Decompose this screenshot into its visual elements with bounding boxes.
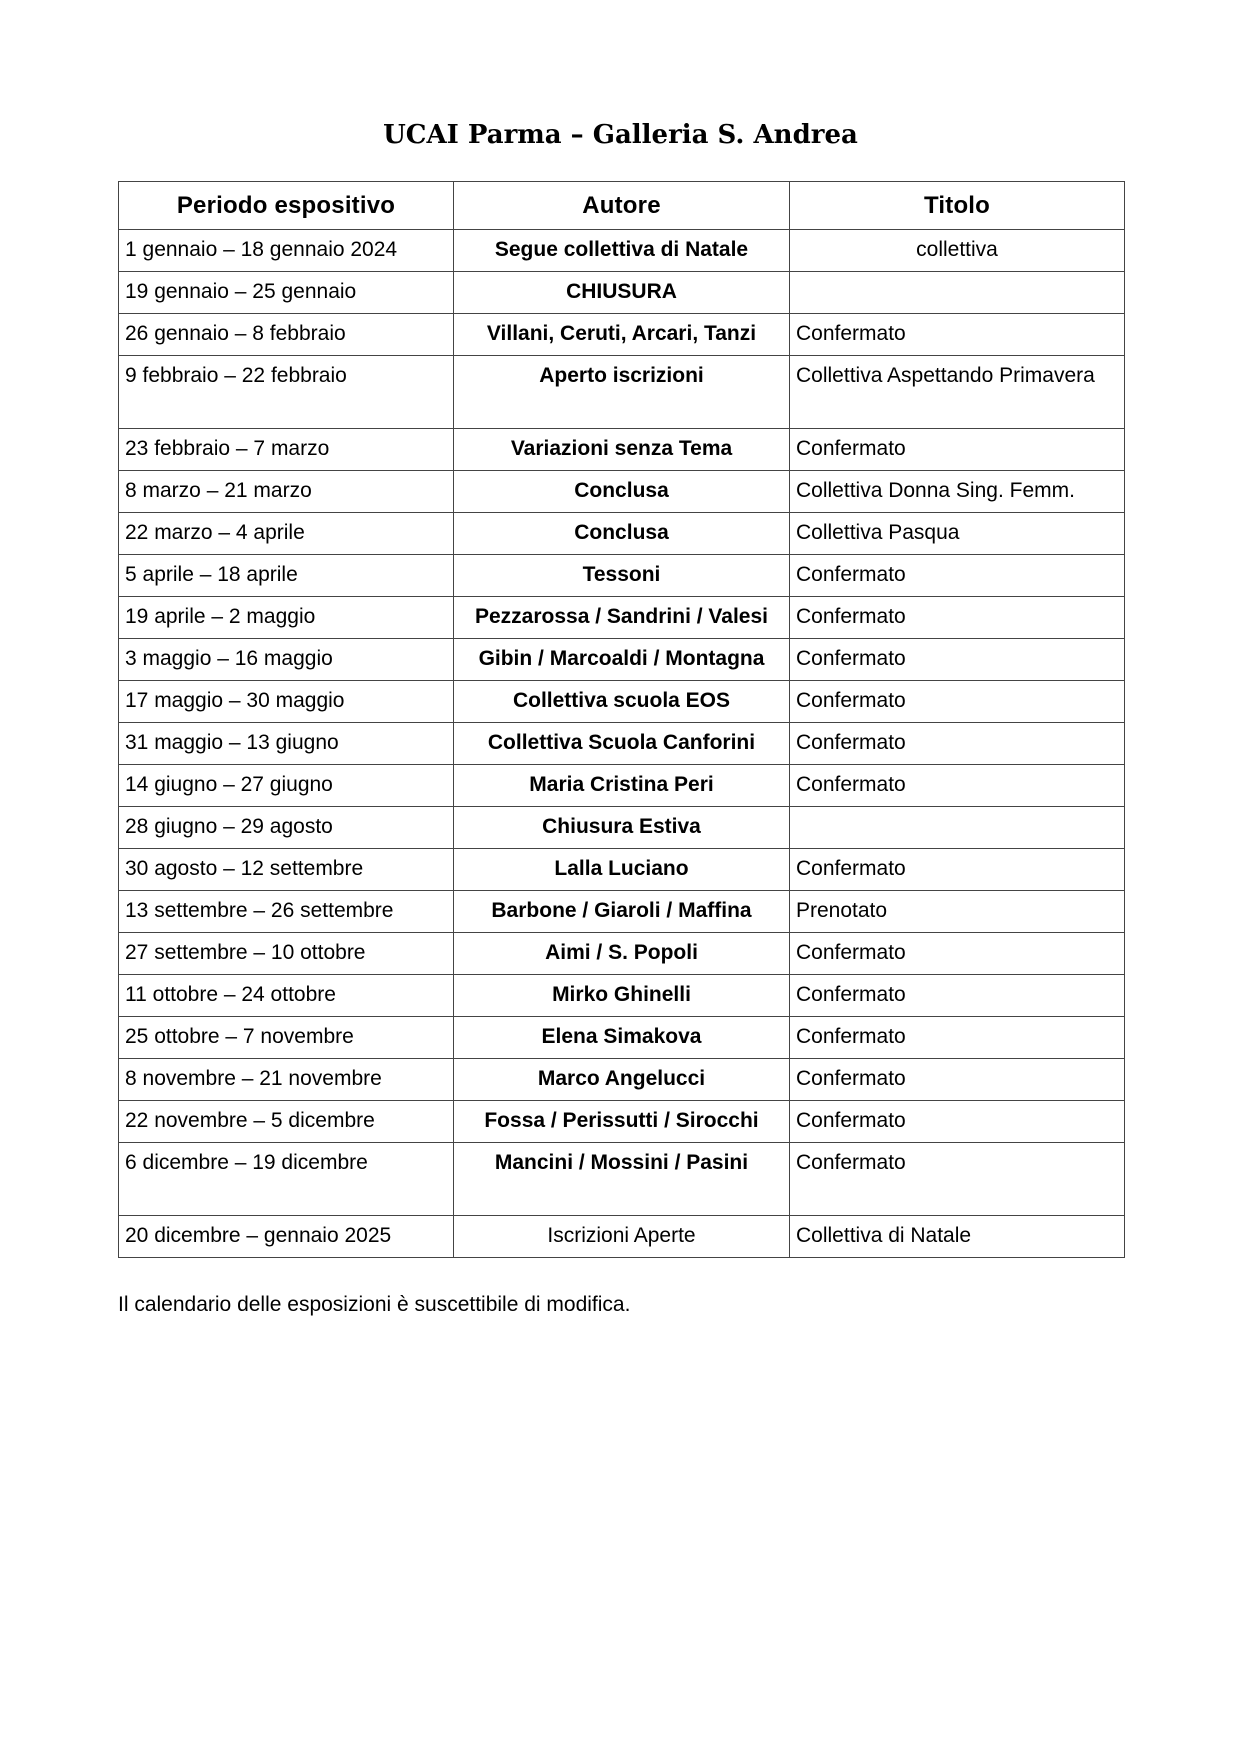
cell-period: 14 giugno – 27 giugno: [119, 765, 454, 807]
header-row: [119, 182, 1125, 230]
cell-title: [790, 272, 1125, 314]
cell-title: Confermato: [790, 429, 1125, 471]
table-row: [119, 429, 1125, 471]
cell-author: Tessoni: [454, 555, 790, 597]
cell-period: 30 agosto – 12 settembre: [119, 849, 454, 891]
cell-author: Marco Angelucci: [454, 1059, 790, 1101]
cell-author: Villani, Ceruti, Arcari, Tanzi: [454, 314, 790, 356]
cell-author: Maria Cristina Peri: [454, 765, 790, 807]
cell-period: 20 dicembre – gennaio 2025: [119, 1216, 454, 1258]
table-row: [119, 1059, 1125, 1101]
cell-author: Fossa / Perissutti / Sirocchi: [454, 1101, 790, 1143]
cell-author: Conclusa: [454, 513, 790, 555]
cell-title: Confermato: [790, 639, 1125, 681]
table-row: [119, 765, 1125, 807]
cell-author: Iscrizioni Aperte: [454, 1216, 790, 1258]
cell-author: Mirko Ghinelli: [454, 975, 790, 1017]
cell-period: 9 febbraio – 22 febbraio: [119, 356, 454, 429]
cell-author: Aimi / S. Popoli: [454, 933, 790, 975]
table-row: [119, 891, 1125, 933]
cell-period: 19 aprile – 2 maggio: [119, 597, 454, 639]
cell-period: 22 novembre – 5 dicembre: [119, 1101, 454, 1143]
table-row: [119, 314, 1125, 356]
cell-title: Confermato: [790, 597, 1125, 639]
table-row: [119, 639, 1125, 681]
cell-period: 11 ottobre – 24 ottobre: [119, 975, 454, 1017]
cell-title: Confermato: [790, 314, 1125, 356]
table-row: [119, 933, 1125, 975]
cell-period: 22 marzo – 4 aprile: [119, 513, 454, 555]
cell-title: Confermato: [790, 765, 1125, 807]
cell-author: Gibin / Marcoaldi / Montagna: [454, 639, 790, 681]
cell-period: 13 settembre – 26 settembre: [119, 891, 454, 933]
header-title: Titolo: [790, 182, 1125, 230]
cell-period: 27 settembre – 10 ottobre: [119, 933, 454, 975]
page-title: UCAI Parma – Galleria S. Andrea: [383, 120, 858, 150]
table-body: [119, 230, 1125, 1258]
cell-period: 25 ottobre – 7 novembre: [119, 1017, 454, 1059]
table-row: [119, 1101, 1125, 1143]
cell-title: Confermato: [790, 1143, 1125, 1216]
table-row: [119, 555, 1125, 597]
cell-period: 31 maggio – 13 giugno: [119, 723, 454, 765]
cell-period: 19 gennaio – 25 gennaio: [119, 272, 454, 314]
header-author: Autore: [454, 182, 790, 230]
table-row: [119, 849, 1125, 891]
cell-period: 26 gennaio – 8 febbraio: [119, 314, 454, 356]
table-row: [119, 597, 1125, 639]
cell-title: Confermato: [790, 1017, 1125, 1059]
cell-period: 3 maggio – 16 maggio: [119, 639, 454, 681]
cell-title: collettiva: [790, 230, 1125, 272]
cell-author: Mancini / Mossini / Pasini: [454, 1143, 790, 1216]
cell-author: Conclusa: [454, 471, 790, 513]
cell-author: Collettiva Scuola Canforini: [454, 723, 790, 765]
cell-author: Collettiva scuola EOS: [454, 681, 790, 723]
cell-period: 28 giugno – 29 agosto: [119, 807, 454, 849]
cell-period: 6 dicembre – 19 dicembre: [119, 1143, 454, 1216]
exhibition-schedule-table: [118, 181, 1125, 1258]
cell-title: Confermato: [790, 849, 1125, 891]
cell-title: Confermato: [790, 975, 1125, 1017]
table-row: [119, 230, 1125, 272]
footnote: Il calendario delle esposizioni è suscettibile di modifica.: [118, 1293, 631, 1316]
table-row: [119, 1017, 1125, 1059]
cell-author: Aperto iscrizioni: [454, 356, 790, 429]
cell-period: 1 gennaio – 18 gennaio 2024: [119, 230, 454, 272]
cell-title: Collettiva Pasqua: [790, 513, 1125, 555]
cell-author: Pezzarossa / Sandrini / Valesi: [454, 597, 790, 639]
cell-period: 23 febbraio – 7 marzo: [119, 429, 454, 471]
table-row: [119, 356, 1125, 429]
table-header: [119, 182, 1125, 230]
table-row: [119, 723, 1125, 765]
cell-title: Confermato: [790, 723, 1125, 765]
header-period: Periodo espositivo: [119, 182, 454, 230]
cell-title: Collettiva Donna Sing. Femm.: [790, 471, 1125, 513]
cell-title: Collettiva di Natale: [790, 1216, 1125, 1258]
cell-period: 8 marzo – 21 marzo: [119, 471, 454, 513]
table-row: [119, 471, 1125, 513]
cell-period: 17 maggio – 30 maggio: [119, 681, 454, 723]
cell-title: Confermato: [790, 555, 1125, 597]
table-row: [119, 1143, 1125, 1216]
table-row: [119, 513, 1125, 555]
table-row: [119, 272, 1125, 314]
cell-title: [790, 807, 1125, 849]
cell-title: Confermato: [790, 1059, 1125, 1101]
cell-title: Confermato: [790, 1101, 1125, 1143]
cell-period: 8 novembre – 21 novembre: [119, 1059, 454, 1101]
cell-author: Lalla Luciano: [454, 849, 790, 891]
cell-title: Prenotato: [790, 891, 1125, 933]
cell-author: CHIUSURA: [454, 272, 790, 314]
cell-title: Confermato: [790, 933, 1125, 975]
cell-period: 5 aprile – 18 aprile: [119, 555, 454, 597]
table-row: [119, 1216, 1125, 1258]
cell-title: Collettiva Aspettando Primavera: [790, 356, 1125, 429]
cell-author: Elena Simakova: [454, 1017, 790, 1059]
table-row: [119, 807, 1125, 849]
table-row: [119, 975, 1125, 1017]
cell-title: Confermato: [790, 681, 1125, 723]
cell-author: Barbone / Giaroli / Maffina: [454, 891, 790, 933]
table-row: [119, 681, 1125, 723]
cell-author: Variazioni senza Tema: [454, 429, 790, 471]
cell-author: Segue collettiva di Natale: [454, 230, 790, 272]
cell-author: Chiusura Estiva: [454, 807, 790, 849]
